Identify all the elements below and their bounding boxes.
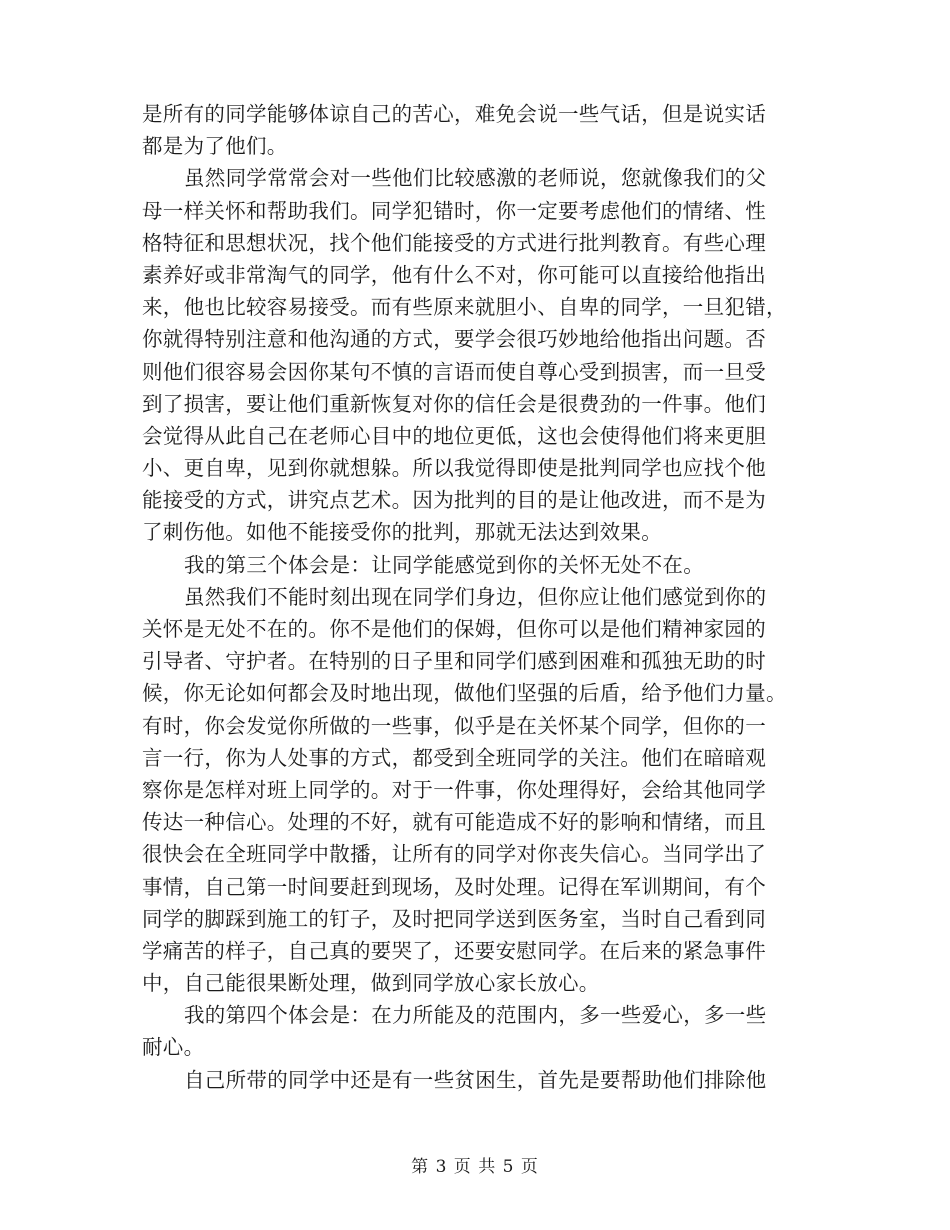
text-line: 传达一种信心。处理的不好，就有可能造成不好的影响和情绪，而且 [142, 810, 766, 835]
text-line: 来，他也比较容易接受。而有些原来就胆小、自卑的同学，一旦犯错， [142, 295, 787, 320]
text-line: 虽然同学常常会对一些他们比较感激的老师说，您就像我们的父 [184, 166, 767, 191]
text-line: 了刺伤他。如他不能接受你的批判，那就无法达到效果。 [142, 520, 662, 545]
text-line: 都是为了他们。 [142, 134, 288, 159]
text-line: 母一样关怀和帮助我们。同学犯错时，你一定要考虑他们的情绪、性 [142, 198, 766, 223]
text-line: 同学的脚踩到施工的钉子，及时把同学送到医务室，当时自己看到同 [142, 906, 766, 931]
text-line: 候，你无论如何都会及时地出现，做他们坚强的后盾，给予他们力量。 [142, 681, 787, 706]
text-line: 虽然我们不能时刻出现在同学们身边，但你应让他们感觉到你的 [184, 584, 767, 609]
text-line: 素养好或非常淘气的同学，他有什么不对，你可能可以直接给他指出 [142, 262, 766, 287]
text-line: 会觉得从此自己在老师心目中的地位更低，这也会使得他们将来更胆 [142, 423, 766, 448]
text-line: 到了损害，要让他们重新恢复对你的信任会是很费劲的一件事。他们 [142, 391, 766, 416]
text-line: 你就得特别注意和他沟通的方式，要学会很巧妙地给他指出问题。否 [142, 327, 766, 352]
text-line: 很快会在全班同学中散播，让所有的同学对你丧失信心。当同学出了 [142, 842, 766, 867]
text-line: 是所有的同学能够体谅自己的苦心，难免会说一些气话，但是说实话 [142, 102, 766, 126]
text-line: 我的第四个体会是：在力所能及的范围内，多一些爱心，多一些 [184, 1003, 767, 1028]
text-line: 耐心。 [142, 1035, 205, 1060]
document-body [142, 98, 812, 1096]
text-line: 学痛苦的样子，自己真的要哭了，还要安慰同学。在后来的紧急事件 [142, 938, 766, 963]
text-line: 言一行，你为人处事的方式，都受到全班同学的关注。他们在暗暗观 [142, 745, 766, 770]
text-line: 中，自己能很果断处理，做到同学放心家长放心。 [142, 971, 600, 996]
text-line: 察你是怎样对班上同学的。对于一件事，你处理得好，会给其他同学 [142, 777, 766, 802]
text-line: 能接受的方式，讲究点艺术。因为批判的目的是让他改进，而不是为 [142, 488, 766, 513]
text-line: 关怀是无处不在的。你不是他们的保姆，但你可以是他们精神家园的 [142, 617, 766, 641]
text-line: 引导者、守护者。在特别的日子里和同学们感到困难和孤独无助的时 [142, 649, 766, 674]
text-line: 自己所带的同学中还是有一些贫困生，首先是要帮助他们排除他 [184, 1067, 767, 1092]
text-line: 小、更自卑，见到你就想躲。所以我觉得即使是批判同学也应找个他 [142, 456, 766, 481]
text-line: 有时，你会发觉你所做的一些事，似乎是在关怀某个同学，但你的一 [142, 713, 766, 738]
text-line: 格特征和思想状况，找个他们能接受的方式进行批判教育。有些心理 [142, 230, 766, 255]
text-line: 我的第三个体会是：让同学能感觉到你的关怀无处不在。 [184, 552, 704, 577]
page-number-footer: 第 3 页 共 5 页 [411, 1157, 539, 1177]
text-line: 事情，自己第一时间要赶到现场，及时处理。记得在军训期间，有个 [142, 874, 766, 899]
text-line: 则他们很容易会因你某句不慎的言语而使自尊心受到损害，而一旦受 [142, 359, 766, 384]
